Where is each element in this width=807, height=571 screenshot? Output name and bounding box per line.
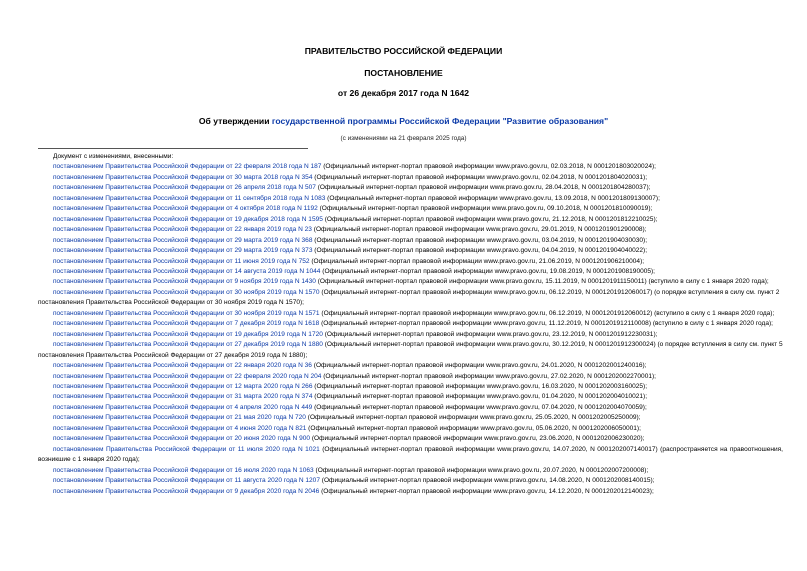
- amendment-link[interactable]: постановлением Правительства Российской Федерации от 16 июля 2020 года N 1063: [53, 466, 314, 474]
- amendment-details: (Официальный интернет-портал правовой информации www.pravo.gov.ru, 05.06.2020, N 0001202006050001);: [306, 424, 641, 432]
- title-prefix: Об утверждении: [198, 116, 272, 126]
- amendment-link[interactable]: постановлением Правительства Российской Федерации от 31 марта 2020 года N 374: [53, 393, 313, 401]
- amendment-link[interactable]: постановлением Правительства Российской Федерации от 20 июня 2020 года N 900: [53, 435, 310, 443]
- amendment-item: [38, 382, 783, 392]
- amendment-link[interactable]: постановлением Правительства Российской Федерации от 21 мая 2020 года N 720: [53, 414, 306, 422]
- amendment-details: (Официальный интернет-портал правовой информации www.pravo.gov.ru, 14.07.2020, N 0001202007140017) (распространяется на правоотношения, возникшие с 1 января 2020 года);: [38, 445, 783, 464]
- amendment-link[interactable]: постановлением Правительства Российской Федерации от 11 сентября 2018 года N 1083: [53, 194, 326, 202]
- amendment-link[interactable]: постановлением Правительства Российской Федерации от 9 ноября 2019 года N 1430: [53, 278, 316, 286]
- amendment-details: (Официальный интернет-портал правовой информации www.pravo.gov.ru, 02.03.2018, N 0001201803020024);: [321, 163, 656, 171]
- amendment-item: [38, 309, 783, 319]
- amendment-item: [38, 162, 783, 172]
- amendment-details: (Официальный интернет-портал правовой информации www.pravo.gov.ru, 21.12.2018, N 0001201812210025);: [322, 215, 658, 223]
- amendment-link[interactable]: постановлением Правительства Российской Федерации от 22 февраля 2020 года N 204: [53, 372, 322, 380]
- amendment-item: [38, 246, 783, 256]
- amendment-details: (Официальный интернет-портал правовой информации www.pravo.gov.ru, 06.12.2019, N 0001201912060012) (вступило в силу с 1 января 2020 года);: [319, 309, 775, 317]
- amendment-item: [38, 225, 783, 235]
- amendment-details: (Официальный интернет-портал правовой информации www.pravo.gov.ru, 09.10.2018, N 0001201810090019);: [317, 205, 653, 213]
- amendment-link[interactable]: постановлением Правительства Российской Федерации от 11 июля 2020 года N 1021: [53, 445, 320, 453]
- amendment-item: [38, 413, 783, 423]
- government-heading: ПРАВИТЕЛЬСТВО РОССИЙСКОЙ ФЕДЕРАЦИИ: [304, 46, 503, 56]
- amendment-item: [38, 476, 783, 486]
- amendment-item: [38, 487, 783, 497]
- amendment-link[interactable]: постановлением Правительства Российской Федерации от 4 октября 2018 года N 1192: [53, 205, 318, 213]
- amendment-link[interactable]: постановлением Правительства Российской Федерации от 4 июня 2020 года N 821: [53, 424, 307, 432]
- amendment-details: (Официальный интернет-портал правовой информации www.pravo.gov.ru, 24.01.2020, N 0001202001240016);: [311, 362, 647, 370]
- document-title: [0, 116, 807, 127]
- amendment-item: [38, 288, 783, 309]
- amendment-link[interactable]: постановлением Правительства Российской Федерации от 22 января 2019 года N 23: [53, 226, 312, 234]
- amendment-details: (Официальный интернет-портал правовой информации www.pravo.gov.ru, 03.04.2019, N 0001201904030030);: [312, 236, 648, 244]
- amendment-link[interactable]: постановлением Правительства Российской Федерации от 12 марта 2020 года N 266: [53, 382, 313, 390]
- amendment-link[interactable]: постановлением Правительства Российской Федерации от 30 марта 2018 года N 354: [53, 173, 313, 181]
- amendment-details: (Официальный интернет-портал правовой информации www.pravo.gov.ru, 23.06.2020, N 0001202006230020);: [310, 435, 645, 443]
- date-number-heading: от 26 декабря 2017 года N 1642: [337, 88, 470, 98]
- amendment-item: [38, 372, 783, 382]
- amendment-item: [38, 215, 783, 225]
- amendment-item: [38, 183, 783, 193]
- amendment-item: [38, 361, 783, 371]
- amendment-item: [38, 267, 783, 277]
- amendment-details: (Официальный интернет-портал правовой информации www.pravo.gov.ru, 27.02.2020, N 0001202002270001);: [321, 372, 656, 380]
- amendment-details: (Официальный интернет-портал правовой информации www.pravo.gov.ru, 06.12.2019, N 0001201912060017) (о порядке вступления в силу см. пункт 2 постановления Правительства Российской Федерации от 30 ноября 2019 года N 1570);: [38, 288, 780, 307]
- amendment-item: [38, 434, 783, 444]
- amendment-item: [38, 173, 783, 183]
- amendment-link[interactable]: постановлением Правительства Российской Федерации от 26 апреля 2018 года N 507: [53, 184, 316, 192]
- amendments-divider: [38, 148, 308, 149]
- amendment-link[interactable]: постановлением Правительства Российской Федерации от 9 декабря 2020 года N 2046: [53, 487, 320, 495]
- amendment-link[interactable]: постановлением Правительства Российской Федерации от 7 декабря 2019 года N 1618: [53, 320, 320, 328]
- amendment-link[interactable]: постановлением Правительства Российской Федерации от 14 августа 2019 года N 1044: [53, 267, 321, 275]
- amendment-link[interactable]: постановлением Правительства Российской Федерации от 4 апреля 2020 года N 449: [53, 403, 313, 411]
- amendment-link[interactable]: постановлением Правительства Российской Федерации от 22 января 2020 года N 36: [53, 362, 312, 370]
- amendment-details: (Официальный интернет-портал правовой информации www.pravo.gov.ru, 02.04.2018, N 0001201804020031);: [312, 173, 648, 181]
- amendments-lead: Документ с изменениями, внесенными:: [53, 153, 174, 160]
- amendment-item: [38, 340, 783, 361]
- amendment-item: [38, 204, 783, 214]
- amendment-item: [38, 257, 783, 267]
- amendment-details: (Официальный интернет-портал правовой информации www.pravo.gov.ru, 04.04.2019, N 0001201904040022);: [312, 247, 648, 255]
- amendment-details: (Официальный интернет-портал правовой информации www.pravo.gov.ru, 30.12.2019, N 0001201912300024) (о порядке вступления в силу см. пункт 5 постановления Правительства Российской Федерации от 27 декабря 2019 года N 1880);: [38, 341, 783, 359]
- amendment-link[interactable]: постановлением Правительства Российской Федерации от 27 декабря 2019 года N 1880: [53, 341, 323, 349]
- amendment-details: (Официальный интернет-портал правовой информации www.pravo.gov.ru, 25.05.2020, N 0001202005250009);: [305, 414, 641, 422]
- amendment-details: (Официальный интернет-портал правовой информации www.pravo.gov.ru, 29.01.2019, N 0001201901290008);: [311, 226, 647, 234]
- document-type-heading: ПОСТАНОВЛЕНИЕ: [364, 68, 443, 78]
- amendment-link[interactable]: постановлением Правительства Российской Федерации от 30 ноября 2019 года N 1571: [53, 309, 320, 317]
- amendment-details: (Официальный интернет-портал правовой информации www.pravo.gov.ru, 28.04.2018, N 0001201804280037);: [315, 184, 651, 192]
- amendment-link[interactable]: постановлением Правительства Российской Федерации от 19 декабря 2019 года N 1720: [53, 330, 323, 338]
- amendment-details: (Официальный интернет-портал правовой информации www.pravo.gov.ru, 01.04.2020, N 0001202004010021);: [312, 393, 648, 401]
- amendments-block: [38, 152, 783, 497]
- amendment-details: (Официальный интернет-портал правовой информации www.pravo.gov.ru, 14.12.2020, N 0001202012140023);: [319, 487, 654, 495]
- amendment-item: [38, 194, 783, 204]
- amendment-details: (Официальный интернет-портал правовой информации www.pravo.gov.ru, 14.08.2020, N 0001202008140015);: [319, 477, 655, 485]
- amendment-link[interactable]: постановлением Правительства Российской Федерации от 11 июня 2019 года N 752: [53, 257, 310, 265]
- amendment-link[interactable]: постановлением Правительства Российской Федерации от 11 августа 2020 года N 1207: [53, 477, 320, 485]
- amendment-details: (Официальный интернет-портал правовой информации www.pravo.gov.ru, 15.11.2019, N 0001201911150011) (вступило в силу с 1 января 2020 года);: [315, 278, 769, 286]
- amendment-item: [38, 330, 783, 340]
- amendment-item: [38, 466, 783, 476]
- revision-note: (с изменениями на 21 февраля 2025 года): [340, 135, 467, 142]
- amendment-item: [38, 424, 783, 434]
- amendment-link[interactable]: постановлением Правительства Российской Федерации от 22 февраля 2018 года N 187: [53, 163, 322, 171]
- amendment-item: [38, 277, 783, 287]
- amendment-link[interactable]: постановлением Правительства Российской Федерации от 19 декабря 2018 года N 1595: [53, 215, 323, 223]
- amendment-item: [38, 392, 783, 402]
- amendment-link[interactable]: постановлением Правительства Российской Федерации от 29 марта 2019 года N 373: [53, 247, 313, 255]
- amendment-details: (Официальный интернет-портал правовой информации www.pravo.gov.ru, 21.06.2019, N 0001201906210004);: [309, 257, 645, 265]
- amendment-item: [38, 319, 783, 329]
- amendment-details: (Официальный интернет-портал правовой информации www.pravo.gov.ru, 13.09.2018, N 0001201809130007);: [325, 194, 660, 202]
- amendment-details: (Официальный интернет-портал правовой информации www.pravo.gov.ru, 20.07.2020, N 0001202007200008);: [313, 466, 649, 474]
- amendment-link[interactable]: постановлением Правительства Российской Федерации от 29 марта 2019 года N 368: [53, 236, 313, 244]
- amendment-details: (Официальный интернет-портал правовой информации www.pravo.gov.ru, 07.04.2020, N 0001202004070059);: [312, 403, 647, 411]
- amendment-item: [38, 445, 783, 466]
- amendment-link[interactable]: постановлением Правительства Российской Федерации от 30 ноября 2019 года N 1570: [53, 288, 320, 296]
- amendment-details: (Официальный интернет-портал правовой информации www.pravo.gov.ru, 16.03.2020, N 0001202003160025);: [312, 382, 648, 390]
- amendments-list: [38, 162, 783, 497]
- amendment-details: (Официальный интернет-портал правовой информации www.pravo.gov.ru, 11.12.2019, N 0001201912110008) (вступило в силу с 1 января 2020 года);: [319, 320, 774, 328]
- amendment-item: [38, 403, 783, 413]
- title-program-link[interactable]: государственной программы Российской Федерации "Развитие образования": [271, 116, 609, 126]
- amendment-details: (Официальный интернет-портал правовой информации www.pravo.gov.ru, 19.08.2019, N 0001201908190005);: [320, 267, 656, 275]
- amendment-details: (Официальный интернет-портал правовой информации www.pravo.gov.ru, 23.12.2019, N 0001201912230031);: [322, 330, 658, 338]
- amendment-item: [38, 236, 783, 246]
